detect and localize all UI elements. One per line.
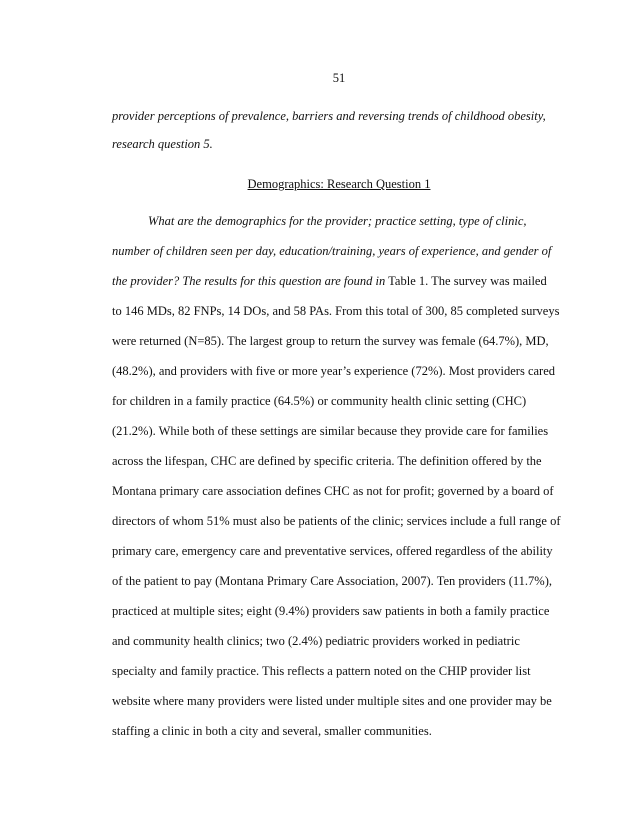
page-number: 51 [332,71,346,85]
intro-line-2: research question 5. [112,137,213,151]
body-line: were returned (N=85). The largest group to return the survey was female (64.7%), MD, [112,334,549,348]
mixed-line-italic: the provider? The results for this question are found in [112,274,386,288]
body-line: website where many providers were listed under multiple sites and one provider may be [112,694,552,708]
body-line: across the lifespan, CHC are defined by specific criteria. The definition offered by the [112,454,542,468]
mixed-line [112,273,547,289]
body-line: practiced at multiple sites; eight (9.4%) providers saw patients in both a family practice [112,604,550,618]
body-line: for children in a family practice (64.5%) or community health clinic setting (CHC) [112,394,527,408]
body-line: staffing a clinic in both a city and several, smaller communities. [112,724,432,738]
question-line-1: What are the demographics for the provider; practice setting, type of clinic, [148,214,527,228]
body-line: to 146 MDs, 82 FNPs, 14 DOs, and 58 PAs. From this total of 300, 85 completed surveys [112,304,560,318]
body-line: (48.2%), and providers with five or more year’s experience (72%). Most providers cared [112,364,556,378]
section-heading: Demographics: Research Question 1 [247,177,431,191]
body-line: and community health clinics; two (2.4%) pediatric providers worked in pediatric [112,634,520,648]
question-line-2: number of children seen per day, education/training, years of experience, and gender of [112,244,552,258]
body-line: Montana primary care association defines CHC as not for profit; governed by a board of [112,484,554,498]
body-line: (21.2%). While both of these settings are similar because they provide care for families [112,424,549,438]
body-line: of the patient to pay (Montana Primary Care Association, 2007). Ten providers (11.7%), [112,574,552,588]
body-line: specialty and family practice. This reflects a pattern noted on the CHIP provider list [112,664,531,678]
mixed-line-regular: Table 1. The survey was mailed [385,274,547,288]
body-line: primary care, emergency care and preventative services, offered regardless of the ability [112,544,553,558]
intro-line-1: provider perceptions of prevalence, barriers and reversing trends of childhood obesity, [112,109,546,123]
body-line: directors of whom 51% must also be patients of the clinic; services include a full range of [112,514,561,528]
